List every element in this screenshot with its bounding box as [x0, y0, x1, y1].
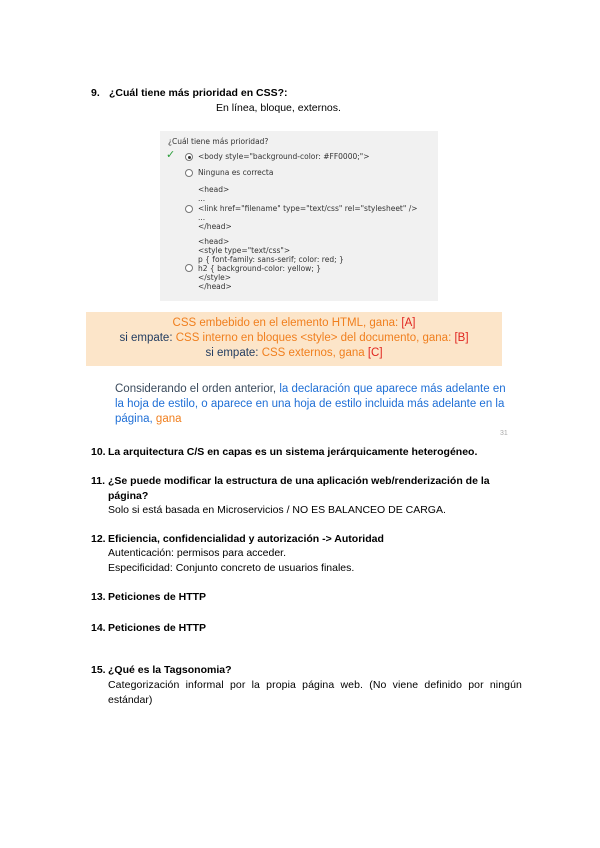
option-4-line: </style> [198, 273, 232, 282]
question-number: 15. [91, 664, 106, 676]
option-4-line: h2 { background-color: yellow; } [198, 264, 322, 273]
option-4-line: </head> [198, 282, 232, 291]
question-number: 12. [91, 533, 106, 545]
question-15 [91, 663, 232, 677]
option-3-line: <head> [198, 185, 230, 194]
option-3-line: ... [198, 213, 206, 222]
quiz-prompt: ¿Cuál tiene más prioridad? [168, 137, 269, 146]
question-number: 10. [91, 446, 106, 458]
question-title: ¿Se puede modificar la estructura de una aplicación web/renderización de la [108, 475, 490, 487]
check-mark-icon: ✓ [166, 149, 176, 161]
question-9 [91, 86, 288, 100]
question-12-answer-2: Especificidad: Conjunto concreto de usuarios finales. [108, 562, 355, 574]
question-9-answer: En línea, bloque, externos. [216, 102, 341, 114]
option-2-label: Ninguna es correcta [198, 168, 274, 177]
question-11 [91, 474, 490, 488]
question-number: 11. [91, 475, 106, 487]
priority-box [86, 312, 502, 366]
question-13 [91, 590, 206, 604]
option-4-line: <head> [198, 237, 230, 246]
question-number: 9. [91, 87, 100, 99]
consideration-paragraph: Considerando el orden anterior, la declaración que aparece más adelante en la hoja de estilo, o aparece en una hoja de estilo incluida más adelante en la página, gana [115, 383, 506, 425]
question-15-answer-line-1: Categorización informal por la propia página web. (No viene definido por ningún [108, 679, 522, 691]
option-3-line: <link href="filename" type="text/css" rel="stylesheet" /> [198, 204, 418, 213]
question-title: Eficiencia, confidencialidad y autorización -> Autoridad [108, 533, 384, 545]
question-12 [91, 532, 384, 546]
slide-page-number: 31 [500, 430, 508, 437]
radio-option-1[interactable] [185, 153, 193, 161]
question-title: Peticiones de HTTP [108, 622, 207, 634]
question-title-cont: página? [108, 490, 149, 502]
radio-option-4[interactable] [185, 264, 193, 272]
question-15-answer-line-2: estándar) [108, 694, 153, 706]
priority-line-3: si empate: CSS externos, gana [C] [205, 347, 383, 359]
question-10 [91, 445, 477, 459]
question-number: 14. [91, 622, 106, 634]
radio-option-3[interactable] [185, 205, 193, 213]
question-title: La arquitectura C/S en capas es un sistema jerárquicamente heterogéneo. [108, 446, 478, 458]
question-14 [91, 621, 206, 635]
option-3-line: ... [198, 194, 206, 203]
question-11-answer: Solo si está basada en Microservicios / NO ES BALANCEO DE CARGA. [108, 504, 446, 516]
quiz-screenshot [160, 131, 438, 301]
question-title: ¿Cuál tiene más prioridad en CSS?: [109, 87, 288, 99]
option-4-line: <style type="text/css"> [198, 246, 291, 255]
radio-option-2[interactable] [185, 169, 193, 177]
question-title: Peticiones de HTTP [108, 591, 207, 603]
question-number: 13. [91, 591, 106, 603]
priority-line-1: CSS embebido en el elemento HTML, gana: [A] [172, 317, 416, 329]
question-title: ¿Qué es la Tagsonomia? [108, 664, 232, 676]
priority-line-2: si empate: CSS interno en bloques <style> del documento, gana: [B] [119, 332, 469, 344]
question-12-answer-1: Autenticación: permisos para acceder. [108, 547, 287, 559]
option-1-label: <body style="background-color: #FF0000;"> [198, 152, 370, 161]
option-3-line: </head> [198, 222, 232, 231]
option-4-line: p { font-family: sans-serif; color: red; } [198, 255, 344, 264]
